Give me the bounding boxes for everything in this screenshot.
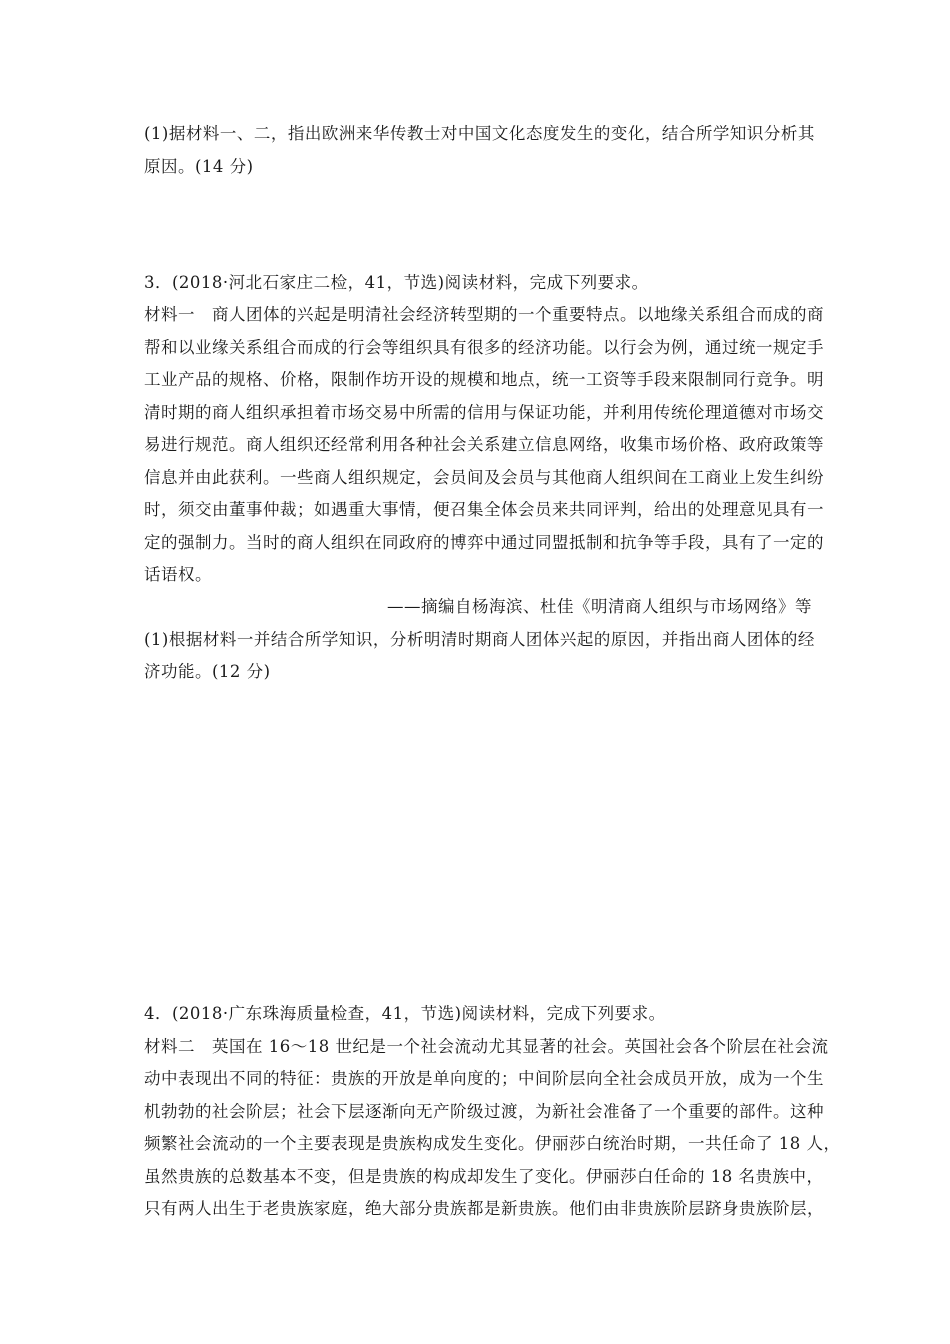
- q3-source-citation: ——摘编自杨海滨、杜佳《明清商人组织与市场网络》等: [387, 597, 812, 616]
- q3-material-line: 时，须交由董事仲裁；如遇重大事情，便召集全体会员来共同评判，给出的处理意见具有一: [144, 500, 824, 519]
- q4-material-line: 频繁社会流动的一个主要表现是贵族构成发生变化。伊丽莎白统治时期，一共任命了 18 人，: [144, 1134, 841, 1153]
- q3-material-line: 材料一 商人团体的兴起是明清社会经济转型期的一个重要特点。以地缘关系组合而成的商: [144, 305, 824, 324]
- q4-material-line: 只有两人出生于老贵族家庭，绝大部分贵族都是新贵族。他们由非贵族阶层跻身贵族阶层，: [144, 1199, 824, 1218]
- q3-material-line: 信息并由此获利。一些商人组织规定，会员间及会员与其他商人组织间在工商业上发生纠纷: [144, 468, 824, 487]
- q2-subquestion-1-line-1: (1)据材料一、二，指出欧洲来华传教士对中国文化态度发生的变化，结合所学知识分析其: [144, 124, 815, 143]
- q3-material-line: 清时期的商人组织承担着市场交易中所需的信用与保证功能，并利用传统伦理道德对市场交: [144, 403, 824, 422]
- q4-material-line: 机勃勃的社会阶层；社会下层逐渐向无产阶级过渡，为新社会准备了一个重要的部件。这种: [144, 1102, 824, 1121]
- q4-material-line: 材料二 英国在 16～18 世纪是一个社会流动尤其显著的社会。英国社会各个阶层在社会流: [144, 1037, 829, 1056]
- q4-material-line: 动中表现出不同的特征：贵族的开放是单向度的；中间阶层向全社会成员开放，成为一个生: [144, 1069, 824, 1088]
- q3-material-line: 话语权。: [144, 565, 212, 584]
- q4-header: 4．(2018·广东珠海质量检查，41，节选)阅读材料，完成下列要求。: [144, 1004, 666, 1023]
- q3-material-line: 定的强制力。当时的商人组织在同政府的博弈中通过同盟抵制和抗争等手段，具有了一定的: [144, 533, 824, 552]
- q3-subquestion-1-line-2: 济功能。(12 分): [144, 662, 271, 681]
- q3-material-line: 工业产品的规格、价格，限制作坊开设的规模和地点，统一工资等手段来限制同行竞争。明: [144, 370, 824, 389]
- q2-subquestion-1-line-2: 原因。(14 分): [144, 157, 254, 176]
- q4-material-line: 虽然贵族的总数基本不变，但是贵族的构成却发生了变化。伊丽莎白任命的 18 名贵族中，: [144, 1167, 824, 1186]
- q3-material-line: 帮和以业缘关系组合而成的行会等组织具有很多的经济功能。以行会为例，通过统一规定手: [144, 338, 824, 357]
- q3-header: 3．(2018·河北石家庄二检，41，节选)阅读材料，完成下列要求。: [144, 273, 649, 292]
- q3-material-line: 易进行规范。商人组织还经常利用各种社会关系建立信息网络，收集市场价格、政府政策等: [144, 435, 824, 454]
- q3-subquestion-1-line-1: (1)根据材料一并结合所学知识，分析明清时期商人团体兴起的原因，并指出商人团体的经: [144, 630, 815, 649]
